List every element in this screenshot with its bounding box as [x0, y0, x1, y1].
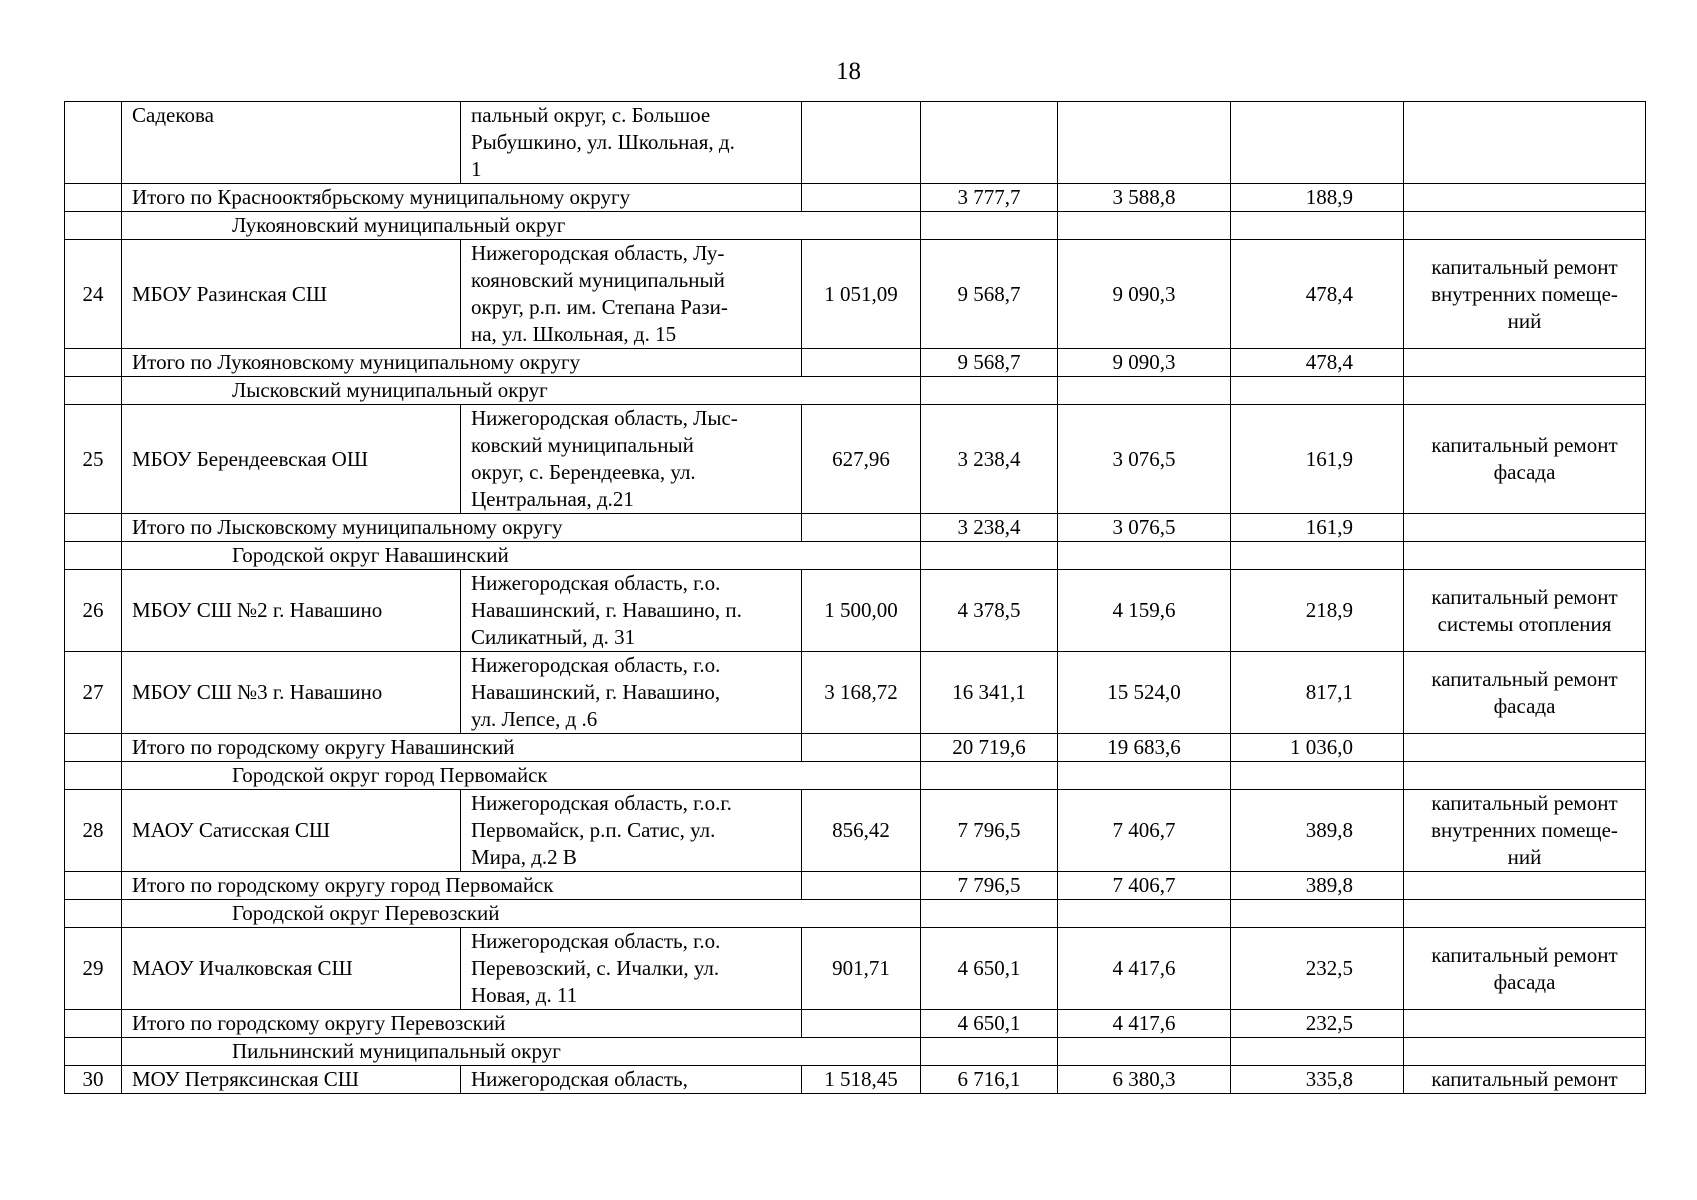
empty-cell: [1404, 900, 1646, 928]
num-cell: [65, 102, 122, 184]
funding-table: [64, 101, 1646, 1094]
total-row: [65, 349, 1646, 377]
row-number: 24: [65, 240, 122, 349]
empty-cell: [921, 762, 1058, 790]
area-value: 627,96: [802, 405, 921, 514]
total-cost-sum: 3 777,7: [921, 184, 1058, 212]
table-row: [65, 570, 1646, 652]
school-name: МБОУ Разинская СШ: [122, 240, 461, 349]
region-label: Городской округ Навашинский: [122, 542, 921, 570]
empty-cell: [1404, 349, 1646, 377]
region-row: [65, 900, 1646, 928]
empty-cell: [1231, 762, 1404, 790]
total-label: Итого по Лысковскому муниципальному округу: [122, 514, 802, 542]
area-value: 1 500,00: [802, 570, 921, 652]
local-budget-sum: 389,8: [1231, 872, 1404, 900]
local-budget-sum: 188,9: [1231, 184, 1404, 212]
address-cell: Нижегородская область,: [461, 1066, 802, 1094]
row-number: 28: [65, 790, 122, 872]
table-row: [65, 1066, 1646, 1094]
region-label: Городской округ Перевозский: [122, 900, 921, 928]
area-value: 3 168,72: [802, 652, 921, 734]
local-budget-sum: 232,5: [1231, 1010, 1404, 1038]
regional-budget-value: 9 090,3: [1058, 240, 1231, 349]
empty-cell: [1231, 212, 1404, 240]
empty-cell: [802, 514, 921, 542]
empty-cell: [1058, 900, 1231, 928]
empty-cell: [802, 734, 921, 762]
empty-cell: [1404, 514, 1646, 542]
empty-cell: [921, 1038, 1058, 1066]
table-row: [65, 928, 1646, 1010]
region-row: [65, 542, 1646, 570]
total-cost-value: 6 716,1: [921, 1066, 1058, 1094]
local-budget-value: 389,8: [1231, 790, 1404, 872]
row-number: 26: [65, 570, 122, 652]
empty-cell: [1404, 542, 1646, 570]
empty-cell: [1231, 900, 1404, 928]
school-name: МАОУ Ичалковская СШ: [122, 928, 461, 1010]
area-value: 1 518,45: [802, 1066, 921, 1094]
row-number: 30: [65, 1066, 122, 1094]
school-name: МАОУ Сатисская СШ: [122, 790, 461, 872]
empty-cell: [1231, 377, 1404, 405]
table-row-continued: [65, 102, 1646, 184]
empty-cell: [1404, 1010, 1646, 1038]
table-row: [65, 790, 1646, 872]
work-type: капитальный ремонт фасада: [1404, 405, 1646, 514]
total-label: Итого по городскому округу Навашинский: [122, 734, 802, 762]
regional-budget-value: 7 406,7: [1058, 790, 1231, 872]
school-name: МБОУ Берендеевская ОШ: [122, 405, 461, 514]
regional-budget-value: 3 076,5: [1058, 405, 1231, 514]
num-cell: [65, 184, 122, 212]
address-cell: Нижегородская область, г.о.г. Первомайск, р.п. Сатис, ул. Мира, д.2 В: [461, 790, 802, 872]
regional-budget-value: 4 417,6: [1058, 928, 1231, 1010]
total-row: [65, 872, 1646, 900]
regional-budget-sum: 4 417,6: [1058, 1010, 1231, 1038]
num-cell: [65, 734, 122, 762]
empty-cell: [1231, 1038, 1404, 1066]
work-type: капитальный ремонт внутренних помеще- ний: [1404, 790, 1646, 872]
regional-budget-sum: 7 406,7: [1058, 872, 1231, 900]
local-budget-value: 817,1: [1231, 652, 1404, 734]
empty-cell: [921, 900, 1058, 928]
local-budget-value: 161,9: [1231, 405, 1404, 514]
total-row: [65, 1010, 1646, 1038]
empty-cell: [921, 377, 1058, 405]
area-value: 901,71: [802, 928, 921, 1010]
total-label: Итого по городскому округу Перевозский: [122, 1010, 802, 1038]
work-type: капитальный ремонт внутренних помеще- ний: [1404, 240, 1646, 349]
empty-cell: [1058, 762, 1231, 790]
region-label: Пильнинский муниципальный округ: [122, 1038, 921, 1066]
total-cost-value: 7 796,5: [921, 790, 1058, 872]
address-cell: пальный округ, с. Большое Рыбушкино, ул. Школьная, д. 1: [461, 102, 802, 184]
region-row: [65, 212, 1646, 240]
empty-cell: [1404, 184, 1646, 212]
total-row: [65, 734, 1646, 762]
num-cell: [65, 514, 122, 542]
local-budget-value: 478,4: [1231, 240, 1404, 349]
regional-budget-value: 15 524,0: [1058, 652, 1231, 734]
total-cost-sum: 3 238,4: [921, 514, 1058, 542]
empty-cell: [921, 212, 1058, 240]
empty-cell: [1231, 542, 1404, 570]
regional-budget-sum: 9 090,3: [1058, 349, 1231, 377]
empty-cell: [802, 102, 921, 184]
address-cell: Нижегородская область, г.о. Перевозский, с. Ичалки, ул. Новая, д. 11: [461, 928, 802, 1010]
empty-cell: [1231, 102, 1404, 184]
total-cost-sum: 7 796,5: [921, 872, 1058, 900]
num-cell: [65, 542, 122, 570]
work-type: капитальный ремонт системы отопления: [1404, 570, 1646, 652]
row-number: 29: [65, 928, 122, 1010]
school-name-cell: Садекова: [122, 102, 461, 184]
empty-cell: [1058, 542, 1231, 570]
empty-cell: [1404, 102, 1646, 184]
regional-budget-value: 6 380,3: [1058, 1066, 1231, 1094]
empty-cell: [1404, 734, 1646, 762]
local-budget-value: 232,5: [1231, 928, 1404, 1010]
num-cell: [65, 212, 122, 240]
empty-cell: [802, 184, 921, 212]
work-type: капитальный ремонт фасада: [1404, 928, 1646, 1010]
regional-budget-sum: 19 683,6: [1058, 734, 1231, 762]
empty-cell: [1404, 1038, 1646, 1066]
empty-cell: [1058, 212, 1231, 240]
num-cell: [65, 900, 122, 928]
regional-budget-sum: 3 076,5: [1058, 514, 1231, 542]
empty-cell: [1404, 377, 1646, 405]
regional-budget-value: 4 159,6: [1058, 570, 1231, 652]
page-number: 18: [836, 58, 861, 85]
empty-cell: [1058, 102, 1231, 184]
total-row: [65, 184, 1646, 212]
empty-cell: [1058, 377, 1231, 405]
num-cell: [65, 762, 122, 790]
empty-cell: [1404, 872, 1646, 900]
empty-cell: [802, 349, 921, 377]
region-row: [65, 762, 1646, 790]
local-budget-sum: 478,4: [1231, 349, 1404, 377]
region-label: Лысковский муниципальный округ: [122, 377, 921, 405]
table-row: [65, 405, 1646, 514]
total-cost-sum: 9 568,7: [921, 349, 1058, 377]
address-cell: Нижегородская область, Лыс- ковский муниципальный округ, с. Берендеевка, ул. Центральная, д.21: [461, 405, 802, 514]
total-cost-value: 4 650,1: [921, 928, 1058, 1010]
total-cost-value: 9 568,7: [921, 240, 1058, 349]
total-cost-value: 16 341,1: [921, 652, 1058, 734]
total-label: Итого по Лукояновскому муниципальному округу: [122, 349, 802, 377]
work-type: капитальный ремонт фасада: [1404, 652, 1646, 734]
school-name: МБОУ СШ №3 г. Навашино: [122, 652, 461, 734]
region-row: [65, 377, 1646, 405]
school-name: МОУ Петряксинская СШ: [122, 1066, 461, 1094]
total-label: Итого по городскому округу город Первомайск: [122, 872, 802, 900]
region-label: Лукояновский муниципальный округ: [122, 212, 921, 240]
empty-cell: [921, 542, 1058, 570]
num-cell: [65, 1038, 122, 1066]
empty-cell: [1058, 1038, 1231, 1066]
empty-cell: [802, 1010, 921, 1038]
local-budget-value: 335,8: [1231, 1066, 1404, 1094]
local-budget-sum: 161,9: [1231, 514, 1404, 542]
area-value: 1 051,09: [802, 240, 921, 349]
empty-cell: [1404, 212, 1646, 240]
region-label: Городской округ город Первомайск: [122, 762, 921, 790]
local-budget-sum: 1 036,0: [1231, 734, 1404, 762]
address-cell: Нижегородская область, г.о. Навашинский, г. Навашино, п. Силикатный, д. 31: [461, 570, 802, 652]
local-budget-value: 218,9: [1231, 570, 1404, 652]
total-cost-value: 3 238,4: [921, 405, 1058, 514]
row-number: 25: [65, 405, 122, 514]
table-row: [65, 652, 1646, 734]
empty-cell: [802, 872, 921, 900]
total-cost-sum: 20 719,6: [921, 734, 1058, 762]
num-cell: [65, 377, 122, 405]
address-cell: Нижегородская область, г.о. Навашинский, г. Навашино, ул. Лепсе, д .6: [461, 652, 802, 734]
num-cell: [65, 349, 122, 377]
regional-budget-sum: 3 588,8: [1058, 184, 1231, 212]
school-name: МБОУ СШ №2 г. Навашино: [122, 570, 461, 652]
total-cost-value: 4 378,5: [921, 570, 1058, 652]
total-label: Итого по Краснооктябрьскому муниципальному округу: [122, 184, 802, 212]
empty-cell: [1404, 762, 1646, 790]
area-value: 856,42: [802, 790, 921, 872]
region-row: [65, 1038, 1646, 1066]
address-cell: Нижегородская область, Лу- кояновский муниципальный округ, р.п. им. Степана Рази- на, ул. Школьная, д. 15: [461, 240, 802, 349]
empty-cell: [921, 102, 1058, 184]
num-cell: [65, 1010, 122, 1038]
table-row: [65, 240, 1646, 349]
num-cell: [65, 872, 122, 900]
total-cost-sum: 4 650,1: [921, 1010, 1058, 1038]
total-row: [65, 514, 1646, 542]
work-type: капитальный ремонт: [1404, 1066, 1646, 1094]
row-number: 27: [65, 652, 122, 734]
